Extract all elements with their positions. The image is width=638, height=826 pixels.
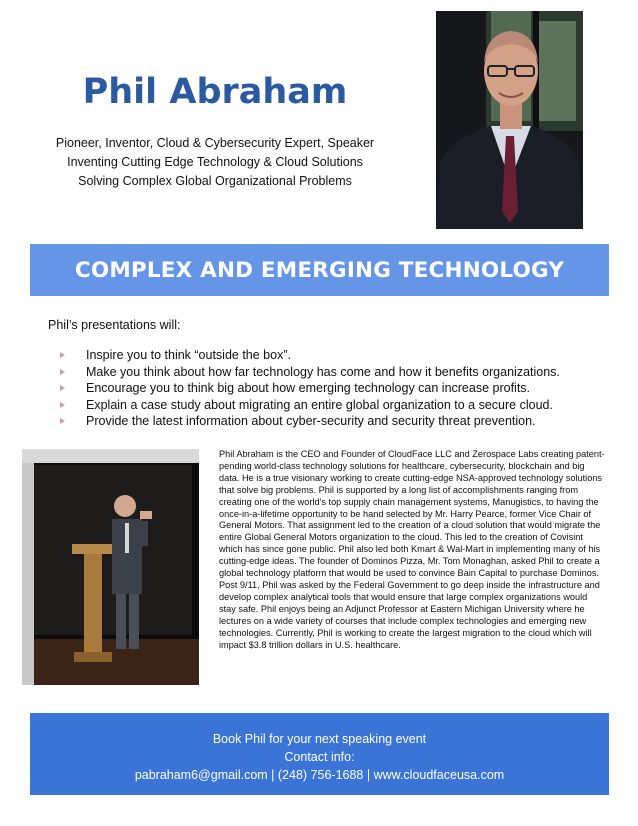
bullet-icon: [60, 352, 65, 358]
presentations-intro: Phil’s presentations will:: [48, 318, 181, 332]
list-item: [60, 413, 560, 430]
contact-label: Contact info:: [284, 750, 355, 764]
booking-footer: [30, 713, 609, 795]
booking-callout: Book Phil for your next speaking event: [212, 732, 427, 746]
section-banner: [30, 244, 609, 296]
tagline-3: Solving Complex Global Organizational Problems: [78, 174, 352, 188]
tagline-1: Pioneer, Inventor, Cloud & Cybersecurity Expert, Speaker: [55, 136, 375, 150]
bullet-icon: [60, 402, 65, 408]
list-item: [60, 380, 560, 397]
speaker-name: Phil Abraham: [82, 72, 348, 112]
list-item-text: Explain a case study about migrating an entire global organization to a secure cloud.: [86, 397, 553, 412]
presentation-list: [60, 347, 560, 430]
list-item-text: Inspire you to think “outside the box”.: [86, 348, 291, 362]
list-item-text: Provide the latest information about cyber-security and security threat prevention.: [86, 414, 536, 429]
tagline-2: Inventing Cutting Edge Technology & Cloud Solutions: [67, 155, 363, 169]
taglines: [30, 134, 400, 191]
list-item: [60, 347, 560, 364]
list-item: [60, 364, 560, 381]
list-item-text: Encourage you to think big about how emerging technology can increase profits.: [86, 381, 531, 396]
list-item-text: Make you think about how far technology has come and how it benefits organizations.: [86, 364, 560, 379]
bullet-icon: [60, 418, 65, 424]
banner-title: COMPLEX AND EMERGING TECHNOLOGY: [74, 257, 565, 283]
speaker-bio: Phil Abraham is the CEO and Founder of CloudFace LLC and Zerospace Labs creating patent-pending world-class technology solutions for healthcare, cybersecurity, blockchain and big data. He is a true visionary working to create cutting-edge NSA-approved technology solutions that solve big problems. Phil is supported by a long list of accomplishments ranging from creating one of the world's top supply chain management systems, Manugistics, to having the once-in-a-lifetime opportunity to be hand selected by Mr. Harry Pearce, former Vice Chair of General Motors. That assignment led to the creation of a cloud solution that would migrate the entire Global General Motors organization to the cloud. This led to the creation of Covisint which has since gone public. Phil also led both Kmart & Wal-Mart in implementing many of his cutting-edge ideas. The founder of Dominos Pizza, Mr. Tom Monaghan, asked Phil to create a global technology platform that would be used to convince Bain Capital to purchase Dominos. Post 9/11, Phil was asked by the Federal Government to go deep inside the infrastructure and develop complex analytical tools that would ensure that large complex organizations would stay safe. Phil enjoys being an Adjunct Professor at Eastern Michigan University where he lectures on a wide variety of courses that include complex technologies and emerging new technologies. Currently, Phil is working to create the largest migration to the cloud which will impact $3.8 trillion dollars in U.S. healthcare.: [219, 449, 605, 650]
bullet-icon: [60, 369, 65, 375]
list-item: [60, 397, 560, 414]
headshot-photo: [436, 11, 583, 229]
contact-details: pabraham6@gmail.com | (248) 756-1688 | www.cloudfaceusa.com: [134, 768, 505, 782]
speaking-photo: [22, 449, 199, 685]
bullet-icon: [60, 385, 65, 391]
